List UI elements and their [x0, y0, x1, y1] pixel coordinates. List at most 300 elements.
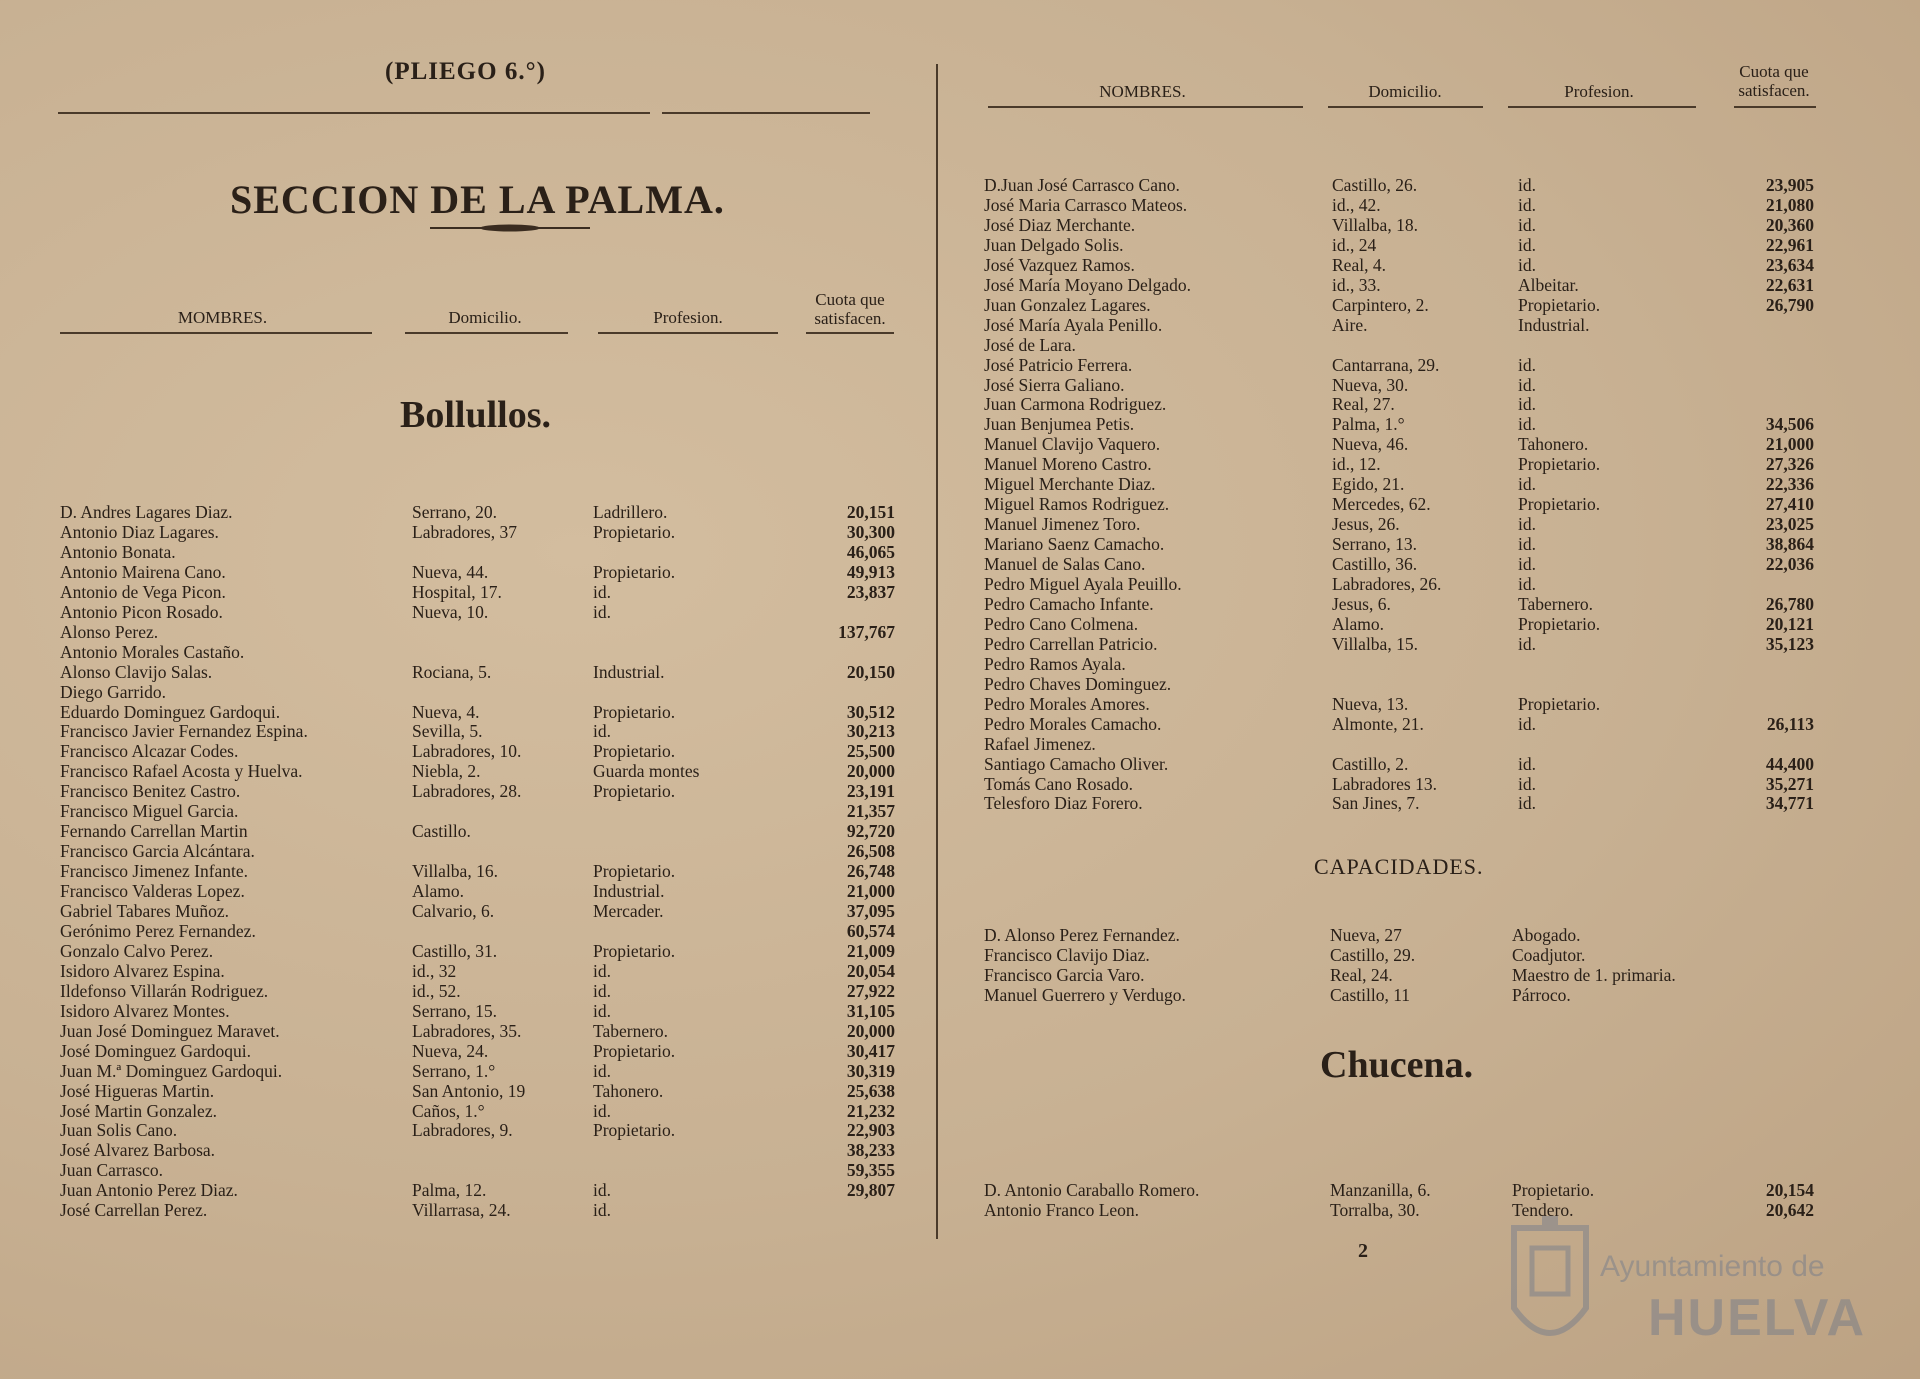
table-row [984, 275, 1819, 295]
entry-name: Francisco Javier Fernandez Espina. [60, 721, 308, 742]
entry-cuota: 27,326 [1765, 454, 1814, 475]
entry-domicilio: id., 12. [1332, 454, 1381, 475]
entry-cuota: 21,232 [846, 1100, 895, 1121]
entry-domicilio: Nueva, 46. [1332, 434, 1409, 455]
entry-domicilio: Carpintero, 2. [1332, 294, 1429, 315]
header-nombres-left: MOMBRES. [177, 308, 268, 327]
table-row [984, 965, 1819, 985]
entry-domicilio: Serrano, 1.° [412, 1060, 496, 1081]
table-row [60, 741, 900, 761]
entry-domicilio: Torralba, 30. [1330, 1199, 1420, 1220]
entry-profesion: Propietario. [593, 1120, 676, 1141]
entry-profesion: id. [1518, 194, 1536, 215]
header-domicilio-left: Domicilio. [448, 308, 522, 327]
table-row [60, 582, 900, 602]
entry-name: Francisco Garcia Alcántara. [60, 841, 255, 862]
entry-name: Antonio Franco Leon. [984, 1199, 1140, 1220]
entry-cuota: 20,000 [846, 761, 895, 782]
entry-cuota: 20,054 [846, 960, 895, 981]
entry-domicilio: Labradores, 10. [412, 741, 522, 762]
entry-name: Francisco Jimenez Infante. [60, 861, 249, 882]
entry-name: Antonio Diaz Lagares. [60, 521, 219, 542]
entry-name: Francisco Valderas Lopez. [60, 881, 245, 902]
entry-name: Pedro Camacho Infante. [984, 593, 1154, 614]
entry-cuota: 26,748 [846, 861, 895, 882]
entry-name: Francisco Clavijo Diaz. [984, 944, 1150, 965]
entry-domicilio: Nueva, 4. [412, 701, 480, 722]
entry-cuota: 22,903 [846, 1120, 895, 1141]
entry-profesion: id. [1518, 394, 1536, 415]
header-cuota-left: Cuota que satisfacen. [814, 290, 886, 328]
header-cuota-right: Cuota que satisfacen. [1738, 62, 1810, 100]
entry-name: Santiago Camacho Oliver. [984, 753, 1169, 774]
entry-domicilio: Real, 4. [1332, 254, 1386, 275]
table-row [60, 1180, 900, 1200]
entry-domicilio: id., 24 [1332, 234, 1377, 255]
entry-domicilio: Labradores, 26. [1332, 574, 1442, 594]
entry-cuota: 23,905 [1765, 175, 1814, 195]
entry-domicilio: Labradores, 37 [412, 521, 517, 542]
entry-profesion: Párroco. [1512, 984, 1571, 1005]
entry-profesion: Guarda montes [593, 761, 700, 782]
entry-cuota: 21,357 [846, 801, 895, 822]
entry-name: José Patricio Ferrera. [984, 354, 1133, 375]
table-row [60, 1021, 900, 1041]
entry-profesion: Ladrillero. [593, 502, 668, 522]
entry-profesion: Maestro de 1. primaria. [1512, 964, 1676, 985]
entry-domicilio: Serrano, 13. [1332, 534, 1418, 555]
entry-profesion: Tahonero. [593, 1080, 664, 1101]
table-row [984, 774, 1819, 794]
entry-profesion: id. [1518, 175, 1536, 195]
header-nombres-right: NOMBRES. [1099, 82, 1186, 101]
entry-domicilio: Castillo, 26. [1332, 175, 1418, 195]
entry-name: Rafael Jimenez. [984, 733, 1096, 754]
entry-domicilio: Alamo. [412, 881, 465, 902]
table-row [984, 694, 1819, 714]
entry-profesion: id. [1518, 574, 1536, 594]
entry-name: Manuel Jimenez Toro. [984, 514, 1141, 535]
entry-name: José Vazquez Ramos. [984, 254, 1135, 275]
table-row [984, 394, 1819, 414]
entry-domicilio: Caños, 1.° [412, 1100, 485, 1121]
entry-profesion: id. [1518, 633, 1536, 654]
section-capacidades: CAPACIDADES. [1314, 854, 1484, 879]
header-rule-3 [598, 332, 778, 334]
table-row [60, 901, 900, 921]
entry-name: Juan Carmona Rodriguez. [984, 394, 1167, 415]
entry-cuota: 21,000 [846, 881, 895, 902]
city-shield-icon [1508, 1208, 1592, 1358]
entry-cuota: 137,767 [838, 621, 895, 642]
table-row [60, 801, 900, 821]
entry-profesion: id. [593, 960, 611, 981]
entry-name: José Sierra Galiano. [984, 374, 1125, 395]
table-row [60, 522, 900, 542]
entry-domicilio: id., 33. [1332, 274, 1381, 295]
entry-profesion: Propietario. [593, 781, 676, 802]
table-row [60, 781, 900, 801]
entry-name: Tomás Cano Rosado. [984, 773, 1133, 794]
table-row [984, 594, 1819, 614]
header-rule-2 [405, 332, 568, 334]
town-bollullos: Bollullos. [400, 394, 551, 436]
entry-name: Pedro Chaves Dominguez. [984, 673, 1172, 694]
entry-name: José Maria Carrasco Mateos. [984, 194, 1188, 215]
table-row [60, 1140, 900, 1160]
entry-cuota: 92,720 [846, 821, 895, 842]
table-row [60, 861, 900, 881]
entry-domicilio: Aire. [1332, 314, 1368, 335]
entry-profesion: id. [1518, 534, 1536, 555]
entry-name: Miguel Merchante Diaz. [984, 474, 1156, 495]
entry-name: Pedro Miguel Ayala Peuillo. [984, 574, 1182, 594]
table-row [984, 754, 1819, 774]
entry-domicilio: Castillo. [412, 821, 471, 842]
entry-cuota: 23,634 [1765, 254, 1814, 275]
table-row [984, 614, 1819, 634]
entry-cuota: 34,506 [1765, 414, 1814, 435]
entry-cuota: 21,080 [1765, 194, 1814, 215]
entry-cuota: 20,151 [846, 502, 895, 522]
table-row [60, 1081, 900, 1101]
entry-profesion: id. [593, 1100, 611, 1121]
entry-name: Alonso Perez. [60, 621, 159, 642]
entry-profesion: id. [1518, 713, 1536, 734]
entry-profesion: Propietario. [593, 861, 676, 882]
table-row [60, 662, 900, 682]
table-row [984, 215, 1819, 235]
entry-name: Miguel Ramos Rodriguez. [984, 494, 1170, 515]
top-rule-left [58, 112, 650, 114]
entry-profesion: id. [1518, 514, 1536, 535]
header-rule-r2 [1328, 106, 1483, 108]
watermark-line1: Ayuntamiento de [1600, 1250, 1825, 1283]
entry-name: Antonio Morales Castaño. [60, 641, 245, 662]
entry-cuota: 26,113 [1766, 713, 1814, 734]
table-row [984, 235, 1819, 255]
entry-domicilio: San Antonio, 19 [412, 1080, 526, 1101]
entry-name: Pedro Cano Colmena. [984, 613, 1139, 634]
entry-domicilio: Labradores, 35. [412, 1020, 522, 1041]
entry-domicilio: Hospital, 17. [412, 581, 502, 602]
entry-cuota: 44,400 [1765, 753, 1814, 774]
table-row [60, 702, 900, 722]
entry-name: José Diaz Merchante. [984, 214, 1136, 235]
table-row [984, 534, 1819, 554]
entry-name: D.Juan José Carrasco Cano. [984, 175, 1180, 195]
entry-name: Gonzalo Calvo Perez. [60, 940, 214, 961]
table-row [984, 634, 1819, 654]
entry-profesion: id. [593, 1180, 611, 1201]
title-ornament [430, 224, 590, 232]
entry-name: D. Andres Lagares Diaz. [60, 502, 233, 522]
entry-name: Pedro Ramos Ayala. [984, 653, 1126, 674]
header-profesion-left: Profesion. [653, 308, 723, 327]
table-row [60, 642, 900, 662]
entry-cuota: 29,807 [846, 1180, 895, 1201]
entry-cuota: 31,105 [846, 1000, 895, 1021]
entry-name: Gerónimo Perez Fernandez. [60, 920, 256, 941]
entry-profesion: Mercader. [593, 901, 664, 921]
header-profesion-right: Profesion. [1564, 82, 1634, 101]
table-row [984, 945, 1819, 965]
entry-name: José Carrellan Perez. [60, 1200, 208, 1221]
entry-name: D. Antonio Caraballo Romero. [984, 1180, 1200, 1200]
entry-domicilio: Nueva, 10. [412, 601, 489, 622]
table-row [60, 921, 900, 941]
entry-cuota: 59,355 [846, 1160, 895, 1181]
table-row [60, 1061, 900, 1081]
table-row [984, 414, 1819, 434]
page-divider [936, 64, 938, 1239]
table-row [60, 1160, 900, 1180]
table-row [984, 574, 1819, 594]
entry-domicilio: id., 42. [1332, 194, 1381, 215]
entry-domicilio: id., 52. [412, 980, 461, 1001]
entry-profesion: id. [1518, 474, 1536, 495]
entry-domicilio: Nueva, 24. [412, 1040, 489, 1061]
entry-cuota: 21,009 [846, 940, 895, 961]
entry-profesion: id. [1518, 254, 1536, 275]
entry-cuota: 30,512 [846, 701, 895, 722]
entry-name: Juan Delgado Solis. [984, 234, 1124, 255]
entry-cuota: 20,000 [846, 1020, 895, 1041]
entry-name: Francisco Rafael Acosta y Huelva. [60, 761, 303, 782]
entry-cuota: 46,065 [846, 541, 895, 562]
entry-cuota: 34,771 [1765, 793, 1814, 814]
entry-name: Eduardo Dominguez Gardoqui. [60, 701, 281, 722]
entry-domicilio: Cantarrana, 29. [1332, 354, 1440, 375]
entry-name: Francisco Miguel Garcia. [60, 801, 239, 822]
entry-name: José Higueras Martin. [60, 1080, 215, 1101]
entry-name: José Alvarez Barbosa. [60, 1140, 216, 1161]
table-row [60, 1041, 900, 1061]
entry-name: Gabriel Tabares Muñoz. [60, 901, 230, 921]
entry-domicilio: Calvario, 6. [412, 901, 495, 921]
entry-name: Juan José Dominguez Maravet. [60, 1020, 280, 1041]
table-row [984, 654, 1819, 674]
entry-profesion: Propietario. [593, 521, 676, 542]
entry-name: Francisco Garcia Varo. [984, 964, 1145, 985]
entry-cuota: 23,025 [1765, 514, 1814, 535]
entry-profesion: Tabernero. [593, 1020, 669, 1041]
entry-name: Manuel Clavijo Vaquero. [984, 434, 1161, 455]
entry-name: Juan Solis Cano. [60, 1120, 178, 1141]
entry-domicilio: Sevilla, 5. [412, 721, 483, 742]
table-row [984, 175, 1819, 195]
entry-domicilio: Castillo, 29. [1330, 944, 1416, 965]
header-rule-r3 [1508, 106, 1696, 108]
entry-domicilio: Serrano, 15. [412, 1000, 498, 1021]
entry-name: José Dominguez Gardoqui. [60, 1040, 252, 1061]
table-row [60, 1001, 900, 1021]
entry-domicilio: Castillo, 36. [1332, 554, 1418, 575]
table-row [984, 375, 1819, 395]
entry-domicilio: Niebla, 2. [412, 761, 481, 782]
entry-name: D. Alonso Perez Fernandez. [984, 925, 1180, 945]
entry-name: Juan Gonzalez Lagares. [984, 294, 1151, 315]
entry-cuota: 30,213 [846, 721, 895, 742]
entry-domicilio: Castillo, 31. [412, 940, 498, 961]
table-row [984, 355, 1819, 375]
entry-profesion: Albeitar. [1518, 274, 1579, 295]
table-row [984, 295, 1819, 315]
watermark-line2: HUELVA [1648, 1289, 1867, 1347]
entry-domicilio: Villarrasa, 24. [412, 1200, 511, 1221]
entry-cuota: 20,121 [1765, 613, 1814, 634]
entry-profesion: Propietario. [1518, 454, 1601, 475]
table-row [60, 761, 900, 781]
table-row [984, 1200, 1819, 1220]
top-rule-left-2 [662, 112, 870, 114]
table-row [60, 941, 900, 961]
entry-name: Telesforo Diaz Forero. [984, 793, 1143, 814]
table-row [984, 1180, 1819, 1200]
entry-domicilio: Labradores, 9. [412, 1120, 513, 1141]
table-row [984, 514, 1819, 534]
table-row [984, 195, 1819, 215]
entry-name: Isidoro Alvarez Montes. [60, 1000, 230, 1021]
table-row [60, 981, 900, 1001]
entry-profesion: Propietario. [593, 701, 676, 722]
table-row [60, 682, 900, 702]
table-row [60, 542, 900, 562]
entry-cuota: 26,508 [846, 841, 895, 862]
entry-profesion: id. [593, 581, 611, 602]
entry-cuota: 35,271 [1765, 773, 1814, 794]
entry-domicilio: Mercedes, 62. [1332, 494, 1431, 515]
header-rule-r1 [988, 106, 1303, 108]
entry-profesion: Coadjutor. [1512, 944, 1586, 965]
entry-profesion: id. [1518, 354, 1536, 375]
table-row [60, 602, 900, 622]
table-row [984, 335, 1819, 355]
entry-profesion: id. [593, 1000, 611, 1021]
entry-name: Antonio Picon Rosado. [60, 601, 223, 622]
entry-profesion: id. [593, 1200, 611, 1221]
entry-profesion: id. [593, 601, 611, 622]
entry-profesion: Tahonero. [1518, 434, 1589, 455]
entry-domicilio: Jesus, 6. [1332, 593, 1391, 614]
table-row [60, 1101, 900, 1121]
entry-domicilio: Labradores, 28. [412, 781, 522, 802]
entry-name: José María Ayala Penillo. [984, 314, 1163, 335]
entry-name: Juan Antonio Perez Diaz. [60, 1180, 238, 1201]
entry-cuota: 20,642 [1765, 1199, 1814, 1220]
table-row [984, 674, 1819, 694]
entry-name: Juan M.ª Dominguez Gardoqui. [60, 1060, 283, 1081]
entry-profesion: id. [1518, 773, 1536, 794]
entry-name: José de Lara. [984, 334, 1076, 355]
entry-cuota: 25,638 [846, 1080, 895, 1101]
entry-domicilio: Alamo. [1332, 613, 1385, 634]
entry-profesion: id. [1518, 554, 1536, 575]
entry-domicilio: Serrano, 20. [412, 502, 498, 522]
table-row [984, 985, 1819, 1005]
entry-domicilio: Rociana, 5. [412, 661, 492, 682]
entry-cuota: 26,790 [1765, 294, 1814, 315]
entry-profesion: id. [593, 1060, 611, 1081]
entry-name: José Martin Gonzalez. [60, 1100, 217, 1121]
entry-domicilio: Palma, 12. [412, 1180, 487, 1201]
entry-cuota: 26,780 [1765, 593, 1814, 614]
table-row [984, 315, 1819, 335]
entry-profesion: id. [1518, 793, 1536, 814]
entry-profesion: id. [1518, 234, 1536, 255]
entry-domicilio: Egido, 21. [1332, 474, 1405, 495]
table-row [984, 255, 1819, 275]
entry-domicilio: Nueva, 44. [412, 561, 489, 582]
entry-name: Antonio Mairena Cano. [60, 561, 226, 582]
entry-cuota: 35,123 [1765, 633, 1814, 654]
table-row [984, 925, 1819, 945]
entry-domicilio: Manzanilla, 6. [1330, 1180, 1431, 1200]
entry-name: Antonio de Vega Picon. [60, 581, 226, 602]
table-row [984, 434, 1819, 454]
entry-domicilio: Villalba, 18. [1332, 214, 1418, 235]
table-row [984, 454, 1819, 474]
entry-domicilio: Villalba, 16. [412, 861, 498, 882]
entry-cuota: 38,233 [846, 1140, 895, 1161]
entry-domicilio: Real, 27. [1332, 394, 1395, 415]
entry-profesion: id. [1518, 214, 1536, 235]
table-row [60, 502, 900, 522]
entry-name: Alonso Clavijo Salas. [60, 661, 213, 682]
entry-cuota: 20,150 [846, 661, 895, 682]
table-row [60, 841, 900, 861]
entry-profesion: Propietario. [1518, 294, 1601, 315]
entry-profesion: Propietario. [593, 940, 676, 961]
entry-profesion: Industrial. [593, 881, 665, 902]
huelva-watermark [1508, 1208, 1867, 1368]
entry-domicilio: Jesus, 26. [1332, 514, 1400, 535]
entry-name: Juan Benjumea Petis. [984, 414, 1135, 435]
entry-profesion: Propietario. [1518, 693, 1601, 714]
entry-cuota: 22,336 [1765, 474, 1814, 495]
entry-domicilio: Nueva, 13. [1332, 693, 1409, 714]
table-row [60, 1120, 900, 1140]
entry-name: Manuel Guerrero y Verdugo. [984, 984, 1186, 1005]
entry-name: Antonio Bonata. [60, 541, 176, 562]
table-row [984, 554, 1819, 574]
table-row [60, 721, 900, 741]
entry-domicilio: Castillo, 2. [1332, 753, 1409, 774]
entry-name: Pedro Morales Amores. [984, 693, 1150, 714]
entry-name: Diego Garrido. [60, 681, 166, 702]
entry-profesion: Industrial. [593, 661, 665, 682]
entry-profesion: id. [593, 980, 611, 1001]
entry-domicilio: Castillo, 11 [1330, 984, 1411, 1005]
entry-domicilio: id., 32 [412, 960, 457, 981]
entry-name: Ildefonso Villarán Rodriguez. [60, 980, 269, 1001]
entry-domicilio: Real, 24. [1330, 964, 1393, 985]
entry-name: José María Moyano Delgado. [984, 274, 1192, 295]
table-row [60, 1200, 900, 1220]
table-row [984, 494, 1819, 514]
entry-cuota: 60,574 [846, 920, 895, 941]
entry-cuota: 22,961 [1765, 234, 1814, 255]
table-row [60, 821, 900, 841]
entry-cuota: 25,500 [846, 741, 895, 762]
entry-domicilio: Nueva, 30. [1332, 374, 1409, 395]
entry-profesion: Propietario. [593, 741, 676, 762]
entry-cuota: 30,300 [846, 521, 895, 542]
table-row [60, 961, 900, 981]
entry-name: Isidoro Alvarez Espina. [60, 960, 225, 981]
entry-cuota: 27,410 [1765, 494, 1814, 515]
page-number: 2 [1358, 1240, 1368, 1262]
